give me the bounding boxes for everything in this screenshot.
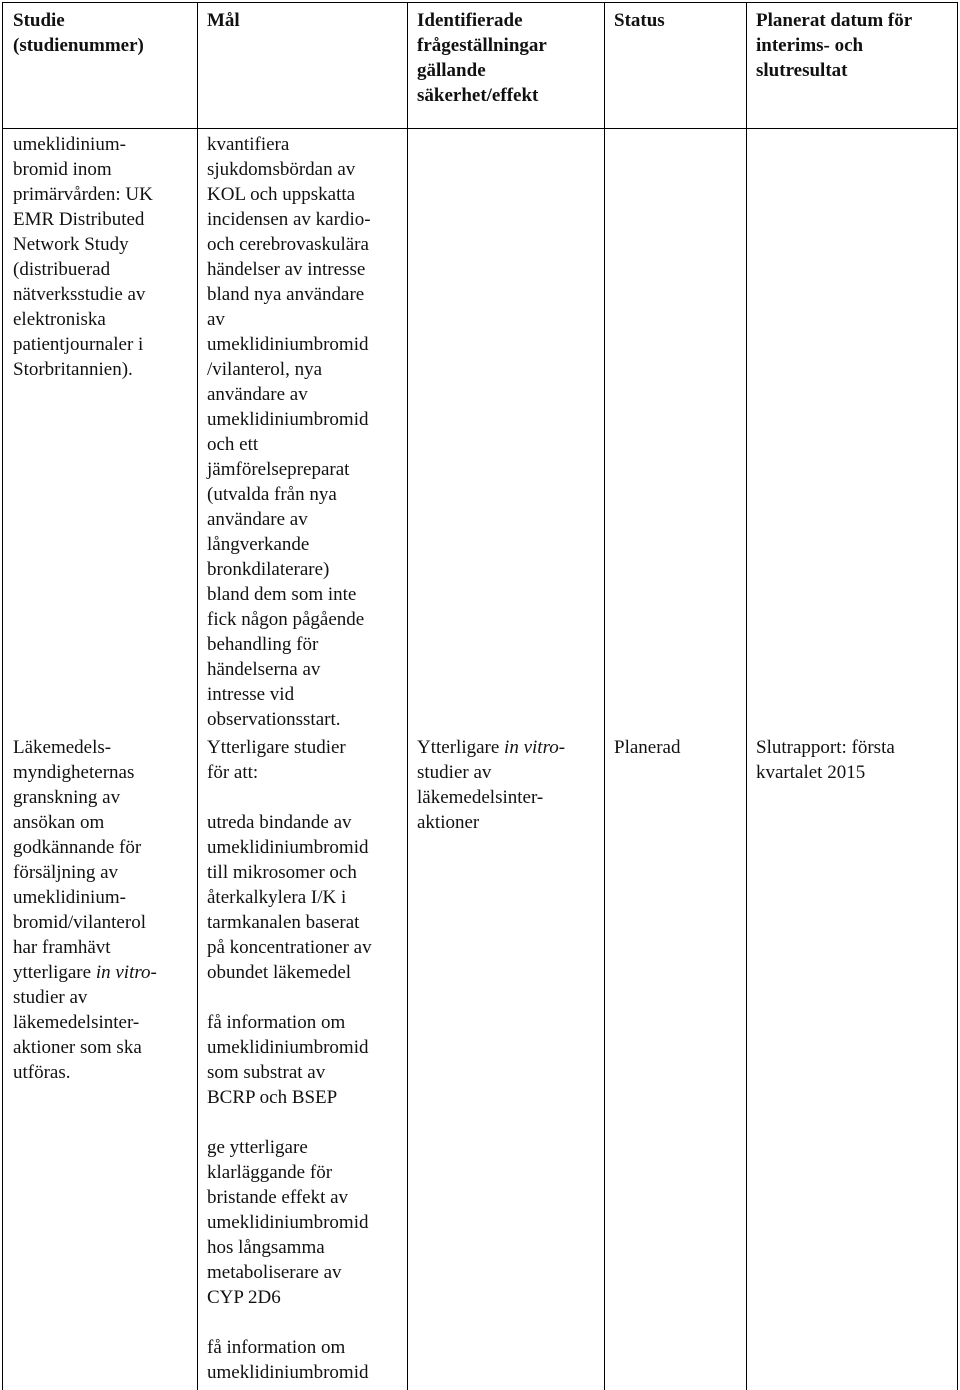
header-planned-date: Planerat datum för interims- och slutresultat [756, 10, 913, 81]
header-status: Status [614, 10, 665, 31]
table-top-border [2, 2, 958, 3]
column-divider-2 [407, 2, 408, 1390]
row2-goal: Ytterligare studier för att: utreda bindande av umeklidiniumbromid till mikrosomer och återkalkylera I/K i tarmkanalen baserat på koncentrationer av obundet läkemedel få information om umeklidiniumbromid som substrat av BCRP och BSEP ge ytterligare klarläggande för bristande effekt av umeklidiniumbromid hos långsamma metaboliserare av CYP 2D6 få information om umeklidiniumbromid [207, 737, 372, 1383]
column-divider-1 [197, 2, 198, 1390]
row1-study: umeklidinium- bromid inom primärvården: UK EMR Distributed Network Study (distribuerad nätverksstudie av elektroniska patientjournaler i Storbritannien). [13, 134, 153, 380]
row2-study: Läkemedels- myndigheternas granskning av ansökan om godkännande för försäljning av umeklidinium- bromid/vilanterol har framhävt ytterligare in vitro- studier av läkemedelsinter- aktioner som ska utföras. [13, 735, 193, 1085]
header-questions: Identifierade frågeställningar gällande säkerhet/effekt [417, 10, 547, 106]
row1-goal: kvantifiera sjukdomsbördan av KOL och uppskatta incidensen av kardio- och cerebrovaskulära händelser av intresse bland nya användare av umeklidiniumbromid /vilanterol, nya användare av umeklidiniumbromid och ett jämförelsepreparat (utvalda från nya användare av långverkande bronkdilaterare) bland dem som inte fick någon pågående behandling för händelserna av intresse vid observationsstart. [207, 134, 371, 730]
header-study: Studie (studienummer) [13, 10, 144, 56]
row2-planned-date: Slutrapport: första kvartalet 2015 [756, 737, 895, 783]
row2-questions: Ytterligare in vitro- studier av läkemedelsinter- aktioner [417, 735, 602, 835]
column-divider-3 [604, 2, 605, 1390]
row2-status: Planerad [614, 737, 681, 758]
italic-line: Ytterligare in vitro- [417, 737, 566, 758]
table-right-border [957, 2, 958, 1390]
header-goal: Mål [207, 10, 240, 31]
table-left-border [2, 2, 3, 1390]
header-bottom-border [2, 128, 958, 129]
italic-line: ytterligare in vitro- [13, 962, 157, 983]
column-divider-4 [746, 2, 747, 1390]
